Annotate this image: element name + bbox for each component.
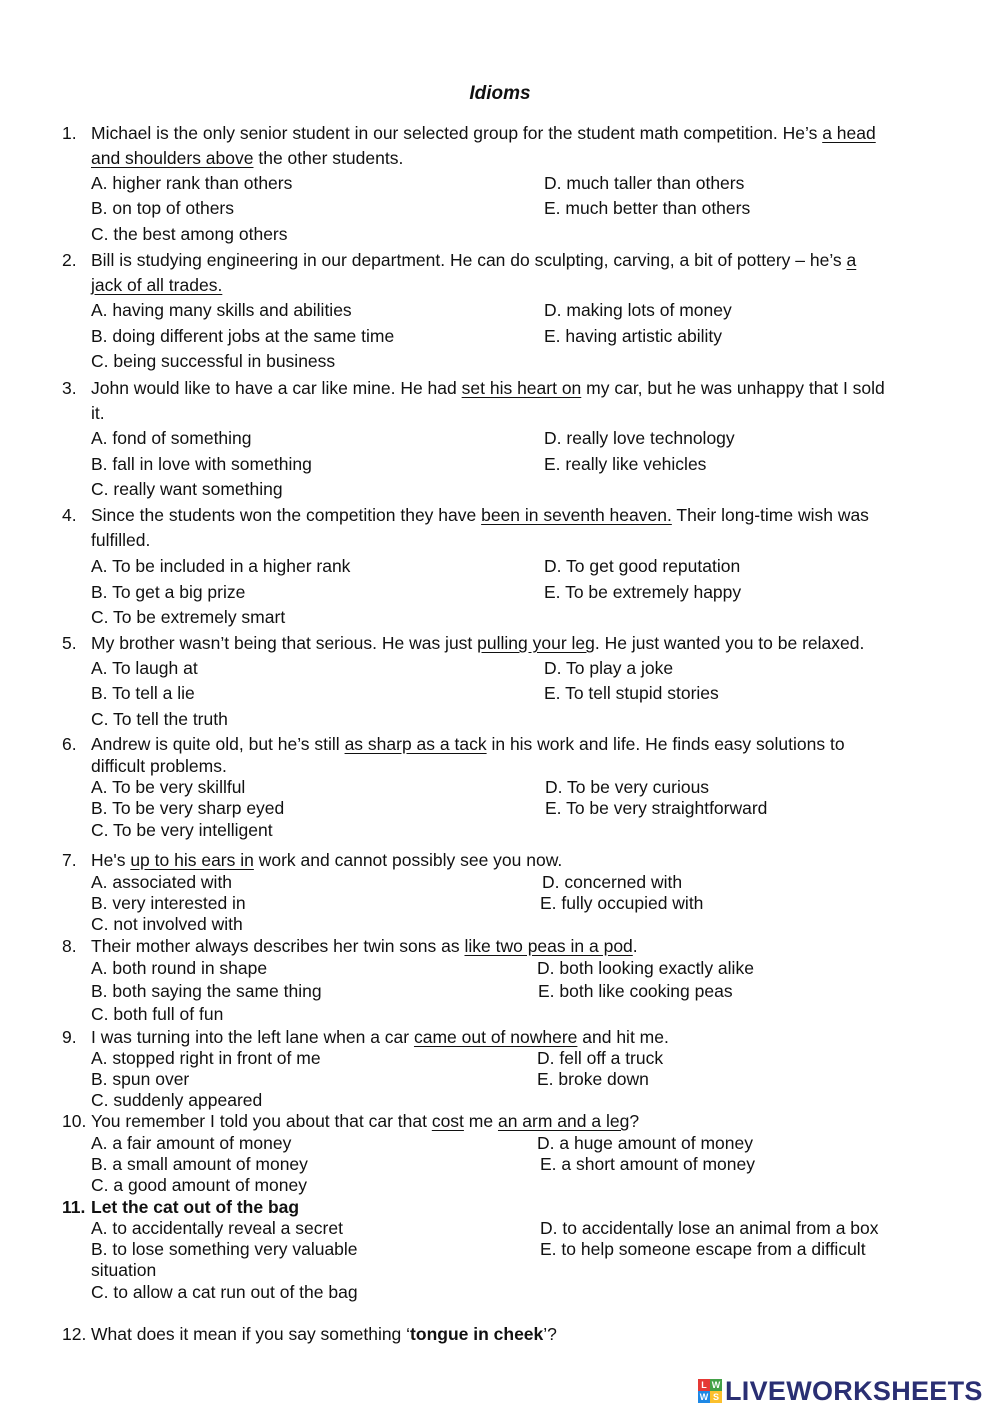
answer-option[interactable]: E. a short amount of money <box>540 1154 755 1174</box>
answer-option[interactable]: E. broke down <box>537 1069 649 1089</box>
answer-option[interactable]: D. To be very curious <box>545 777 710 797</box>
answer-option[interactable]: D. concerned with <box>542 872 683 892</box>
question-3-stem: John would like to have a car like mine. He had set his heart on my car, but he was unhappy that I sold <box>91 378 885 398</box>
logo-tile: W <box>699 1392 709 1402</box>
question-6-stem: Andrew is quite old, but he’s still as sharp as a tack in his work and life. He finds easy solutions to <box>91 734 845 754</box>
question-4-stem: Since the students won the competition they have been in seventh heaven. Their long-time wish was <box>91 505 869 525</box>
answer-option[interactable]: D. really love technology <box>544 428 735 448</box>
answer-option[interactable]: C. To be very intelligent <box>91 820 273 840</box>
answer-option[interactable]: A. fond of something <box>91 428 252 448</box>
idiom-underline: been in seventh heaven. <box>481 505 672 525</box>
answer-option[interactable]: E. To tell stupid stories <box>544 683 719 703</box>
answer-option[interactable]: B. To be very sharp eyed <box>91 798 285 818</box>
question-number: 3. <box>62 378 77 398</box>
idiom-underline: came out of nowhere <box>413 1027 578 1047</box>
question-number: 8. <box>62 936 77 956</box>
answer-option[interactable]: E. really like vehicles <box>544 454 707 474</box>
question-9-stem: I was turning into the left lane when a car came out of nowhere and hit me. <box>91 1027 669 1047</box>
answer-option[interactable]: C. suddenly appeared <box>91 1090 263 1110</box>
question-2-stem: Bill is studying engineering in our department. He can do sculpting, carving, a bit of pottery – he’s a <box>91 250 857 270</box>
answer-option[interactable]: C. really want something <box>91 479 283 499</box>
answer-option[interactable]: A. To be included in a higher rank <box>91 556 351 576</box>
answer-option[interactable]: D. To play a joke <box>544 658 674 678</box>
question-7-stem: He's up to his ears in work and cannot possibly see you now. <box>91 850 563 870</box>
answer-option[interactable]: A. to accidentally reveal a secret <box>91 1218 343 1238</box>
page-title: Idioms <box>469 83 531 104</box>
answer-option[interactable]: B. fall in love with something <box>91 454 312 474</box>
answer-option[interactable]: E. To be extremely happy <box>544 582 742 602</box>
answer-option[interactable]: D. a huge amount of money <box>537 1133 753 1153</box>
question-1-stem: Michael is the only senior student in our selected group for the student math competition. He’s a head <box>91 123 876 143</box>
answer-option[interactable]: D. much taller than others <box>544 173 745 193</box>
liveworksheets-logo[interactable] <box>698 1376 983 1406</box>
question-1-stem-cont: and shoulders above the other students. <box>91 148 404 168</box>
answer-option[interactable]: C. To be extremely smart <box>91 607 286 627</box>
answer-option[interactable]: B. a small amount of money <box>91 1154 308 1174</box>
question-12-stem: What does it mean if you say something ‘tongue in cheek’? <box>91 1324 557 1344</box>
idiom-underline: like two peas in a pod <box>464 936 633 956</box>
answer-option[interactable]: C. not involved with <box>91 914 243 934</box>
answer-option[interactable]: E. To be very straightforward <box>545 798 768 818</box>
logo-tile: S <box>710 1391 722 1403</box>
liveworksheets-logo-icon <box>698 1379 722 1403</box>
answer-option[interactable]: D. fell off a truck <box>537 1048 664 1068</box>
idiom-bold: tongue in cheek <box>410 1324 544 1344</box>
question-2-stem-cont <box>91 274 222 296</box>
answer-option[interactable]: A. both round in shape <box>91 958 268 978</box>
idiom-underline: set his heart on <box>461 378 582 398</box>
answer-option[interactable]: D. To get good reputation <box>544 556 741 576</box>
idiom-underline: an arm and a leg <box>497 1111 630 1131</box>
answer-option[interactable]: E. having artistic ability <box>544 326 722 346</box>
question-4-stem-cont: fulfilled. <box>91 530 151 550</box>
question-11-stem: Let the cat out of the bag <box>91 1197 300 1217</box>
idiom-underline: a <box>846 250 857 270</box>
question-number: 7. <box>62 850 77 870</box>
question-5-stem: My brother wasn’t being that serious. He was just pulling your leg. He just wanted you to be relaxed. <box>91 633 865 653</box>
answer-option[interactable]: A. higher rank than others <box>91 173 293 193</box>
question-number: 9. <box>62 1027 77 1047</box>
question-number: 5. <box>62 633 77 653</box>
question-number: 12. <box>62 1324 87 1344</box>
answer-option[interactable]: D. to accidentally lose an animal from a box <box>540 1218 879 1238</box>
answer-option[interactable]: A. associated with <box>91 872 233 892</box>
answer-option[interactable]: E. to help someone escape from a difficult <box>540 1239 866 1259</box>
answer-option[interactable]: C. being successful in business <box>91 351 336 371</box>
question-number: 6. <box>62 734 77 754</box>
answer-option-cont: situation <box>91 1260 157 1280</box>
question-10-stem: You remember I told you about that car that cost me an arm and a leg? <box>91 1111 640 1131</box>
question-number: 11. <box>62 1197 86 1217</box>
answer-option[interactable]: C. both full of fun <box>91 1004 224 1024</box>
idiom-underline: a head <box>822 123 876 143</box>
answer-option[interactable]: C. to allow a cat run out of the bag <box>91 1282 358 1302</box>
answer-option[interactable]: B. To tell a lie <box>91 683 195 703</box>
idiom-underline: cost <box>431 1111 464 1131</box>
logo-text: LIVEWORKSHEETS <box>725 1375 983 1406</box>
answer-option[interactable]: B. on top of others <box>91 198 235 218</box>
answer-option[interactable]: E. fully occupied with <box>540 893 704 913</box>
answer-option[interactable]: D. making lots of money <box>544 300 732 320</box>
answer-option[interactable]: B. both saying the same thing <box>91 981 322 1001</box>
answer-option[interactable]: A. To laugh at <box>91 658 198 678</box>
logo-tile: L <box>698 1379 710 1391</box>
answer-option[interactable]: B. to lose something very valuable <box>91 1239 358 1259</box>
idiom-underline: and shoulders above <box>91 148 254 168</box>
question-number: 10. <box>62 1111 87 1131</box>
answer-option[interactable]: C. the best among others <box>91 224 288 244</box>
question-number: 1. <box>62 123 77 143</box>
answer-option[interactable]: C. To tell the truth <box>91 709 228 729</box>
idiom-underline: pulling your leg <box>477 633 595 653</box>
question-number: 2. <box>62 250 77 270</box>
idiom-underline: as sharp as a tack <box>344 734 487 754</box>
answer-option[interactable]: B. very interested in <box>91 893 246 913</box>
question-6-stem-cont: difficult problems. <box>91 756 227 776</box>
answer-option[interactable]: E. both like cooking peas <box>538 981 733 1001</box>
question-number: 4. <box>62 505 77 525</box>
question-3-stem-cont: it. <box>91 403 105 423</box>
answer-option[interactable]: B. spun over <box>91 1069 190 1089</box>
logo-tile: W <box>711 1380 721 1390</box>
answer-option[interactable]: B. doing different jobs at the same time <box>91 326 395 346</box>
answer-option[interactable]: C. a good amount of money <box>91 1175 307 1195</box>
answer-option[interactable]: D. both looking exactly alike <box>537 958 754 978</box>
answer-option[interactable]: A. stopped right in front of me <box>91 1048 321 1068</box>
answer-option[interactable]: A. a fair amount of money <box>91 1133 292 1153</box>
question-8-stem: Their mother always describes her twin sons as like two peas in a pod. <box>91 936 638 956</box>
answer-option[interactable]: B. To get a big prize <box>91 582 246 602</box>
idiom-underline: jack of all trades. <box>91 275 223 295</box>
answer-option[interactable]: E. much better than others <box>544 198 751 218</box>
idiom-underline: up to his ears in <box>130 850 254 870</box>
answer-option[interactable]: A. having many skills and abilities <box>91 300 352 320</box>
answer-option[interactable]: A. To be very skillful <box>91 777 246 797</box>
